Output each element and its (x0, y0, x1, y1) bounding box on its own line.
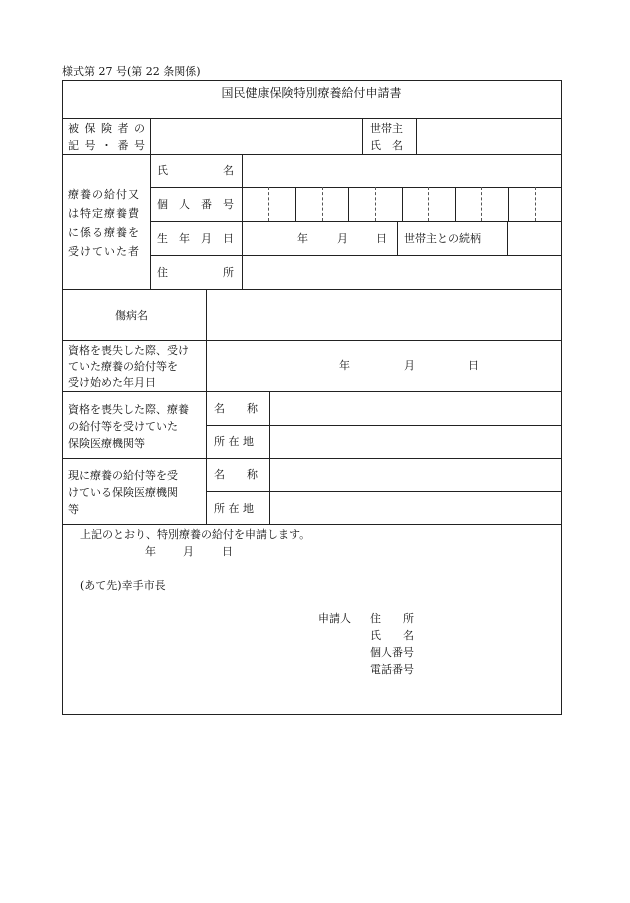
applicant-name-label: 氏 名 (370, 629, 414, 642)
household-head-name-field[interactable] (417, 119, 561, 153)
disease-label: 傷病名 (115, 309, 148, 322)
prev-institution-label: 資格を喪失した際、療養 の給付等を受けていた 保険医療機関等 (68, 403, 189, 450)
household-head-label: 世帯主 (370, 122, 403, 135)
applicant-fields[interactable] (420, 608, 550, 680)
current-institution-label: 現に療養の給付等を受 けている保険医療機関 等 (68, 469, 178, 516)
recipient-group-label: 療養の給付又 は特定療養費 に係る療養を 受けていた者 (68, 188, 140, 258)
disease-field[interactable] (207, 290, 561, 339)
prev-institution-name-field[interactable] (270, 392, 561, 424)
current-institution-name-label: 名 称 (214, 468, 258, 481)
form-number: 様式第 27 号(第 22 条関係) (62, 65, 201, 78)
insured-number-label: 被 保 険 者 の (68, 122, 146, 135)
frame-bottom (62, 714, 562, 715)
applicant-phone-label: 電話番号 (370, 663, 414, 676)
frame-right (561, 80, 562, 715)
recipient-address-field[interactable] (243, 256, 561, 289)
applicant-address-label: 住 所 (370, 612, 414, 625)
declaration-year: 年 (145, 545, 156, 558)
applicant-label: 申請人 (318, 612, 351, 625)
relationship-label: 世帯主との続柄 (404, 232, 481, 245)
declaration-month: 月 (183, 545, 194, 558)
start-date-field[interactable] (207, 341, 561, 391)
recipient-name-label: 氏 名 (157, 164, 234, 177)
current-institution-name-field[interactable] (270, 459, 561, 491)
individual-number-label: 個 人 番 号 (157, 198, 234, 211)
addressee: (あて先)幸手市長 (80, 579, 166, 592)
insured-number-field[interactable] (151, 119, 362, 153)
prev-institution-address-label: 所 在 地 (214, 435, 254, 448)
current-institution-address-label: 所 在 地 (214, 502, 254, 515)
prev-institution-address-field[interactable] (270, 426, 561, 458)
recipient-address-label: 住 所 (157, 266, 234, 279)
declaration-text: 上記のとおり、特別療養の給付を申請します。 (80, 528, 311, 541)
prev-institution-name-label: 名 称 (214, 402, 258, 415)
recipient-name-field[interactable] (243, 155, 561, 187)
relationship-field[interactable] (508, 222, 561, 254)
current-institution-address-field[interactable] (270, 492, 561, 523)
applicant-number-label: 個人番号 (370, 646, 414, 659)
birthdate-label: 生 年 月 日 (157, 232, 234, 245)
frame-left (62, 80, 63, 715)
start-date-label: 資格を喪失した際、受け ていた療養の給付等を 受け始めた年月日 (68, 344, 189, 389)
declaration-day: 日 (222, 545, 233, 558)
individual-number-field[interactable] (243, 188, 561, 220)
birthdate-field[interactable] (243, 222, 397, 254)
frame-top (62, 80, 562, 81)
form-title: 国民健康保険特別療養給付申請書 (221, 86, 402, 100)
